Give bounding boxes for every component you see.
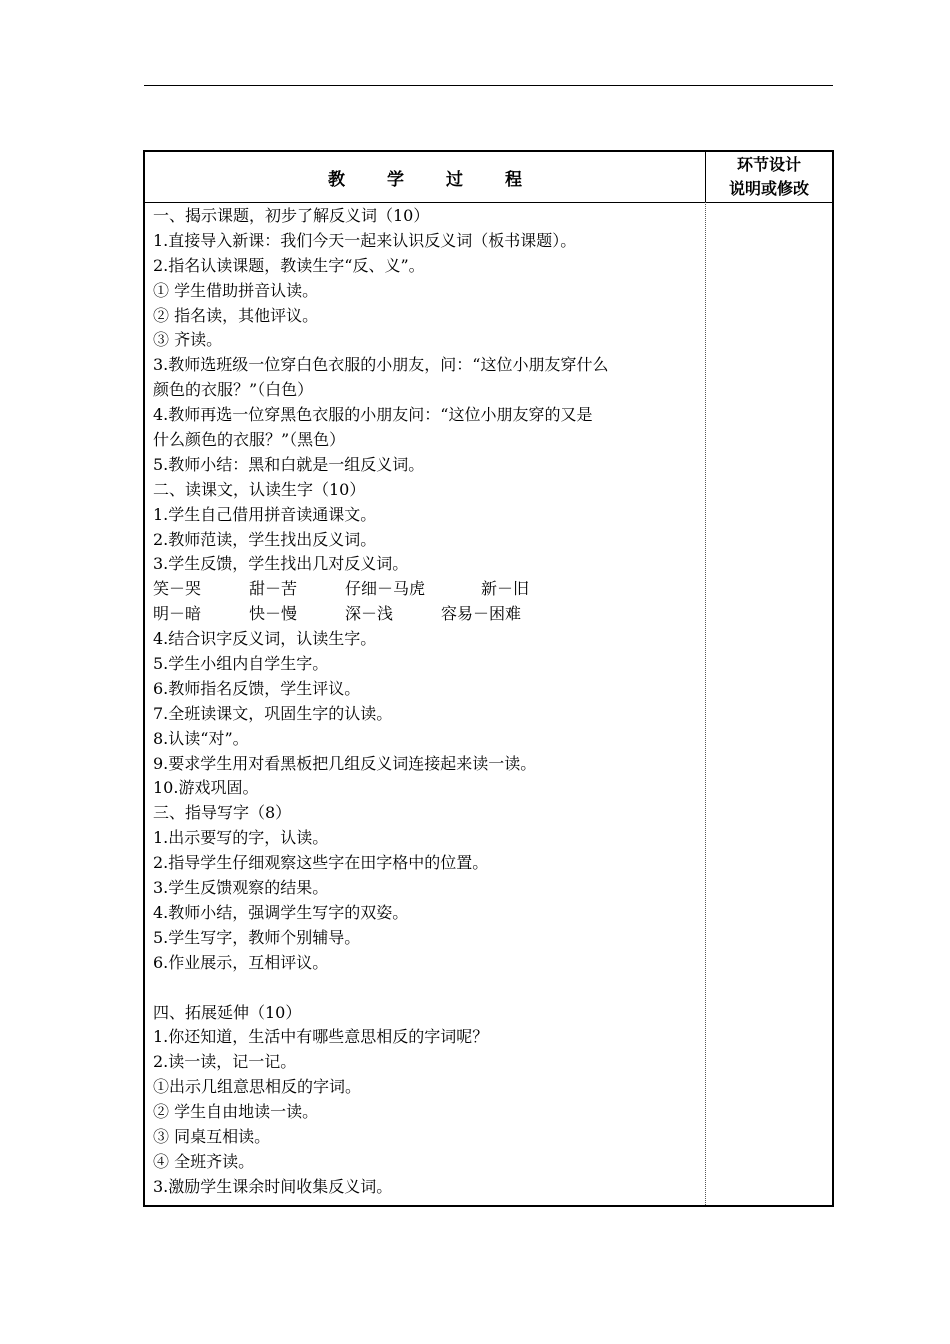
content-line: 1.你还知道，生活中有哪些意思相反的字词呢？ <box>153 1027 489 1047</box>
content-line: ④ 全班齐读。 <box>153 1151 255 1171</box>
teaching-process-content <box>153 204 701 1200</box>
content-line: 8.认读“对”。 <box>153 728 249 748</box>
content-line: ③ 同桌互相读。 <box>153 1126 271 1146</box>
content-line: 1.直接导入新课：我们今天一起来认识反义词（板书课题）。 <box>153 230 577 250</box>
content-line: ② 学生自由地读一读。 <box>153 1102 319 1122</box>
blank-line <box>153 976 701 1001</box>
content-line: 7.全班读课文，巩固生字的认读。 <box>153 703 393 723</box>
antonym-pair: 新－旧 <box>481 579 530 599</box>
antonym-pairs-row <box>153 577 701 602</box>
antonym-pair: 容易－困难 <box>441 604 522 624</box>
content-line: 3.教师选班级一位穿白色衣服的小朋友，问：“这位小朋友穿什么 <box>153 355 609 375</box>
content-line: 1.出示要写的字，认读。 <box>153 828 329 848</box>
content-line: 5.学生小组内自学生字。 <box>153 654 329 674</box>
antonym-pairs-row <box>153 602 701 627</box>
content-line: 2.教师范读，学生找出反义词。 <box>153 529 377 549</box>
content-line: 2.指导学生仔细观察这些字在田字格中的位置。 <box>153 853 489 873</box>
content-line: 1.学生自己借用拼音读通课文。 <box>153 504 377 524</box>
content-line: 4.教师小结，强调学生写字的双姿。 <box>153 902 409 922</box>
heading-char: 程 <box>505 169 522 190</box>
content-line: 3.学生反馈，学生找出几对反义词。 <box>153 554 409 574</box>
content-line: 9.要求学生用对看黑板把几组反义词连接起来读一读。 <box>153 753 537 773</box>
content-line: 2.读一读，记一记。 <box>153 1052 297 1072</box>
antonym-pair: 快－慢 <box>249 604 298 624</box>
antonym-pair: 甜－苦 <box>249 579 298 599</box>
content-line: 3.激励学生课余时间收集反义词。 <box>153 1176 393 1196</box>
notes-heading-line1: 环节设计 <box>736 155 801 174</box>
section-title: 四、拓展延伸（10） <box>153 1002 302 1022</box>
section-title: 二、读课文，认读生字（10） <box>153 479 366 499</box>
lesson-plan-table <box>143 150 834 1207</box>
section-title: 三、指导写字（8） <box>153 803 292 823</box>
content-line: 4.结合识字反义词，认读生字。 <box>153 629 377 649</box>
content-line: 6.教师指名反馈，学生评议。 <box>153 678 361 698</box>
content-line: 颜色的衣服？”（白色） <box>153 380 314 400</box>
heading-char: 教 <box>328 169 345 190</box>
heading-char: 过 <box>446 169 463 190</box>
teaching-process-heading <box>145 152 705 202</box>
content-line: ①出示几组意思相反的字词。 <box>153 1077 362 1097</box>
notes-heading-line2: 说明或修改 <box>728 179 809 198</box>
antonym-pair: 仔细－马虎 <box>345 579 426 599</box>
content-line: 2.指名认读课题，教读生字“反、义”。 <box>153 255 425 275</box>
content-line: ② 指名读，其他评议。 <box>153 305 319 325</box>
content-line: 4.教师再选一位穿黑色衣服的小朋友问：“这位小朋友穿的又是 <box>153 405 593 425</box>
heading-char: 学 <box>387 169 404 190</box>
content-line: 5.学生写字，教师个别辅导。 <box>153 927 361 947</box>
content-line: 6.作业展示，互相评议。 <box>153 952 329 972</box>
body-column-divider <box>705 202 706 1205</box>
page-header-rule <box>144 85 833 86</box>
content-line: 10.游戏巩固。 <box>153 778 259 798</box>
content-line: ③ 齐读。 <box>153 330 223 350</box>
antonym-pair: 深－浅 <box>345 604 394 624</box>
antonym-pair: 笑－哭 <box>153 579 202 599</box>
content-line: 3.学生反馈观察的结果。 <box>153 878 329 898</box>
notes-column-heading <box>706 152 832 202</box>
content-line: 什么颜色的衣服？”（黑色） <box>153 430 346 450</box>
table-header-row <box>145 152 832 203</box>
section-title: 一、揭示课题，初步了解反义词（10） <box>153 206 430 225</box>
content-line: 5.教师小结：黑和白就是一组反义词。 <box>153 454 425 474</box>
content-line: ① 学生借助拼音认读。 <box>153 280 319 300</box>
antonym-pair: 明－暗 <box>153 604 202 624</box>
